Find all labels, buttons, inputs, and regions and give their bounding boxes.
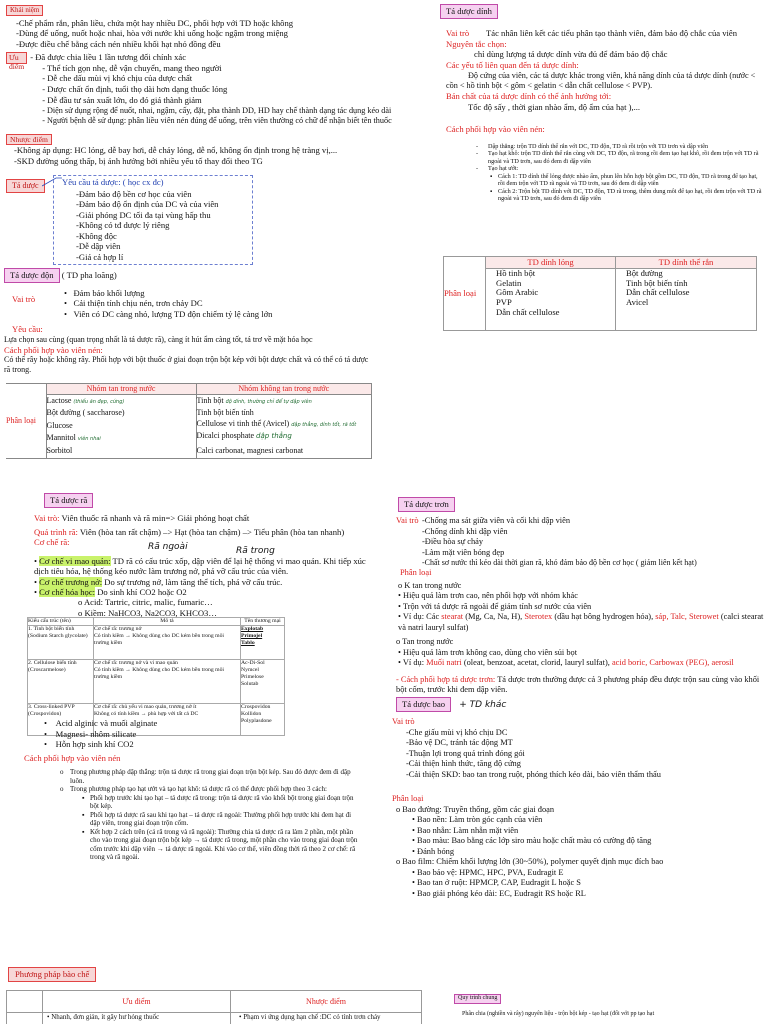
uu-diem-section bbox=[6, 52, 392, 126]
vai-tro-item: -Thuận lợi trong quá trình đóng gói bbox=[406, 748, 525, 758]
co-che-text: Do sự trương nở, làm tăng thể tích, phá vỡ cấu trúc. bbox=[104, 576, 283, 587]
tan-vidu: • Ví dụ: Muối natri (oleat, benzoat, acetat, clorid, lauryl sulfat), acid boric, Carbowax (PEG), aerosil bbox=[398, 658, 734, 667]
yeu-cau-item: -Dễ dập viên bbox=[76, 241, 121, 252]
ta-duoc-ra-extra: • Acid alginic và muối alginate • Magnesi- nhôm silicate • Hỗn hợp sinh khí CO2 bbox=[44, 718, 158, 750]
k-tan-item: • Hiệu quả làm trơn cao, nên phối hợp với nhóm khác bbox=[398, 591, 578, 600]
tan-item: Glucose bbox=[46, 420, 73, 430]
vai-tro-item: -Che giấu mùi vị khó chịu DC bbox=[406, 727, 508, 737]
khong-tan-item: Tinh bột biến tính bbox=[196, 407, 254, 417]
uu-diem-cell: • Nhanh, đơn giản, ít gây hư hỏng thuốc bbox=[43, 1013, 231, 1024]
tan-item: Mannitol bbox=[46, 433, 76, 443]
ta-duoc-dinh-label: Tá dược dính bbox=[440, 4, 498, 19]
yeu-cau-item: -Giải phóng DC tối đa tại vùng hấp thu bbox=[76, 209, 211, 220]
cach-phoi-sub: Cách 1: TD dính thể lỏng được nhào ẩm, phun lên hỗn hợp bột gồm DC, TD độn, TD rã trong để tạo hạt, rồi đem trộn với TD rã ngoài và TD trơn, sau đó đem đi dập viên bbox=[498, 172, 758, 188]
header-uu-diem: Ưu điểm bbox=[43, 991, 231, 1013]
co-che-text: TD rã có cấu trúc xốp, dập viên để lại hệ thống vi mao quản. Khi tiếp xúc dịch tiêu hóa, hệ thống kéo nước làm trương nở, phá vỡ cấu trúc của viên. bbox=[34, 556, 366, 577]
ta-duoc-section bbox=[6, 179, 45, 193]
uu-diem-line: - Diện sử dụng rộng để nuốt, nhai, ngậm, cấy, đặt, pha thành DD, HD hay chế thành dạng tác dụng kéo dài bbox=[42, 105, 392, 115]
header-dinh-long: TD dính lỏng bbox=[486, 257, 616, 269]
vai-tro-item: Viên có DC càng nhỏ, lượng TD độn chiếm tỷ lệ càng lớn bbox=[73, 309, 273, 320]
vai-tro-item: -Làm mặt viên bóng đẹp bbox=[422, 547, 505, 557]
handwritten-note: dập thẳng, dính tốt, rã tốt bbox=[291, 422, 357, 429]
yeu-to-text: Độ cứng của viên, các tá dược khác trong viên, khả năng dính của tá dược dính (nước < cồn < hồ tinh bột < gôm < gelatin < dẫn chất cellulose < PVP). bbox=[446, 70, 756, 91]
cach-phoi-sub: Phối hợp tá dược rã sau khi tạo hạt – tá dược rã ngoài: Thường phối hợp trước khi đem hạt đi dập viên, trong giai đoạn trộn cốm. bbox=[90, 810, 352, 828]
co-che-text: Do sinh khí CO2 hoặc O2 bbox=[97, 586, 187, 597]
co-che-head: Cơ chế trương nở: bbox=[39, 576, 103, 587]
ta-duoc-don-table bbox=[6, 383, 372, 459]
ta-duoc-label: Tá dược bbox=[6, 179, 45, 193]
table-header: Tên thương mại bbox=[241, 618, 285, 626]
tan-item: • Hiệu quả làm trơn không cao, dùng cho viên sủi bọt bbox=[398, 647, 578, 657]
quy-trinh-text: Phân chia (nghiền và rây) nguyên liệu - trộn bột kép - tạo hạt (đối với pp tạo hạt bbox=[462, 1011, 655, 1017]
bao-film-item: • Bao tan ở ruột: HPMCP, CAP, Eudragit L hoặc S bbox=[412, 878, 581, 887]
cach-phoi-item: Tạo hạt ướt: bbox=[488, 165, 519, 173]
handwritten-note: viên nhai bbox=[77, 436, 101, 443]
handwritten-note: độ dính, thường chỉ để tự dập viên bbox=[225, 399, 312, 405]
vai-tro-label: Vai trò bbox=[392, 717, 415, 726]
bao-duong-item: • Đánh bóng bbox=[412, 846, 455, 856]
yeu-cau-item: -Giá cả hợp lí bbox=[76, 251, 124, 262]
dinh-long-item: PVP bbox=[496, 297, 512, 308]
k-tan-title: o K tan trong nước bbox=[398, 580, 462, 590]
nguyen-tac-text: chỉ dùng lượng tá dược dính vừa đủ để đảm bảo độ chắc bbox=[474, 49, 668, 60]
ta-duoc-dinh-section bbox=[440, 4, 498, 19]
dinh-ran-item: Tinh bột biến tính bbox=[626, 277, 688, 288]
table-cell: Explotab Primojel Tablo bbox=[241, 625, 285, 659]
yeu-cau-ta-duoc-box bbox=[53, 175, 253, 265]
co-che-list: • Cơ chế vi mao quản: TD rã có cấu trúc xốp, dập viên để lại hệ thống vi mao quản. Khi tiếp xúc dịch tiêu hóa, hệ thống kéo nước làm trương nở, phá vỡ cấu trúc của viên. • Cơ chế trương nở: Do sự trương nở, làm tăng thể tích, phá vỡ cấu trúc. • Cơ chế hóa học: Do sinh khí CO2 hoặc O2 o Acid: Tartric, citric, malic, fumaric… o Kiềm: NaHCO3, Na2CO3, KHCO3… bbox=[34, 556, 374, 619]
yeu-cau-ta-duoc-title: Yêu cầu tá dược: ( học cx đc) bbox=[62, 177, 164, 187]
pp-bao-che-section bbox=[8, 967, 96, 982]
vai-tro-label: Vai trò bbox=[12, 293, 36, 304]
khong-tan-list bbox=[196, 395, 372, 459]
khai-niem-line: -Chế phẩm rắn, phân liều, chứa một hay nhiều DC, phối hợp với TD hoặc không bbox=[16, 17, 294, 28]
table-header: Kiểu cấu trúc (tên) bbox=[28, 618, 94, 626]
vai-tro-label: Vai trò bbox=[396, 516, 419, 525]
vai-tro-item: -Điều hòa sự chảy bbox=[422, 537, 484, 546]
khai-niem-label: Khái niệm bbox=[6, 5, 43, 16]
co-che-label: Cơ chế rã: bbox=[34, 537, 70, 548]
yeu-cau-text: Lựa chọn sau cùng (quan trọng nhất là tá dược rã), càng ít hút ẩm càng tốt, tá trơ về mặt hóa học bbox=[4, 334, 313, 344]
table-cell: 3. Cross-linked PVP (Crospovidon) bbox=[28, 703, 94, 735]
yeu-cau-item: -Không có tđ dược lý riêng bbox=[76, 220, 170, 231]
extra-item: Hỗn hợp sinh khí CO2 bbox=[55, 739, 134, 750]
phan-loai-cell: Phân loại bbox=[6, 384, 46, 459]
cach-phoi-hop-ra-list: o Trong phương pháp dập thẳng: trộn tá dược rã trong giai đoạn trộn bột kép. Sau đó được đem đi dập luôn. o Trong phương pháp tạo hạt ướt và tạo hạt khô: tá dược rã có thể được phối hợp theo 3 cách: ▪ Phối hợp trước khi tạo hạt – tá dược rã trong: trộn tá dược rã vào khối bột trong giai đoạn trộn bột kép. ▪ Phối hợp tá dược rã sau khi tạo hạt – tá dược rã ngoài: Thường phối hợp trước khi đem hạt đi dập viên, trong giai đoạn trộn cốm. ▪ Kết hợp 2 cách trên (cả rã trong và rã ngoài): Thường chia tá dược rã ra làm 2 phần, một phần cho vào trong giai đoạn trộn bột kép → tá dược rã trong, một phần cho vào trong giai đoạn trộn cốm trước khi dập viên → tá dược rã ngoài. Khi vào cơ thể, viên đồng thời rã theo 2 cơ chế: rã trong và rã ngoài. bbox=[60, 768, 360, 862]
yeu-to-label: Các yếu tố liên quan đến tá dược dính: bbox=[446, 60, 579, 71]
yeu-cau-item: -Đảm bảo độ bền cơ học của viên bbox=[76, 188, 192, 199]
qua-trinh-label: Quá trình rã: bbox=[34, 526, 78, 537]
bao-duong-item: • Bao màu: Bao bằng các lớp siro màu hoặc chất màu có cường độ tăng bbox=[412, 836, 652, 845]
cach-phoi-item: Tạo hạt khô: trộn TD dính thể rắn cùng với DC, TD độn, rã trong rồi đem tạo hạt khô, rồi đem trộn với TD rã ngoài và TD trơn, sau đó đem đi dập viên bbox=[488, 150, 759, 165]
ta-duoc-dinh-body bbox=[446, 28, 762, 113]
bao-film-title: o Bao film: Chiếm khối lượng lớn (30~50%), polymer quyết định mục đích bao bbox=[396, 857, 664, 866]
uu-diem-line: - Dễ đầu tư sản xuất lớn, do đó giá thành giảm bbox=[42, 94, 202, 105]
phan-loai-label: Phân loại bbox=[400, 568, 432, 577]
cach-phoi-hop-text: Có thể rây hoặc không rây. Phối hợp với bột thuốc ở giai đoạn trộn bột kép với bột dược chất và có thể có tá dược rã trong. bbox=[4, 355, 369, 375]
qua-trinh-text: Viên (hòa tan rất chậm) –> Hạt (hòa tan chậm) –> Tiểu phân (hòa tan nhanh) bbox=[79, 526, 345, 537]
khai-niem-line: -Dùng để uống, nuốt hoặc nhai, hòa với nước khi uống hoặc ngậm trong miệng bbox=[16, 28, 288, 39]
quy-trinh-label: Quy trình chung bbox=[454, 994, 501, 1004]
vai-tro-item: -Cải thiện hình thức, tăng độ cứng bbox=[406, 759, 521, 768]
ta-duoc-ra-section bbox=[44, 493, 93, 508]
cach-phoi-sub: Cách 2: Trộn bột TD dính với DC, TD độn, TD rã trong, thêm dung môi để tạo hạt, rồi đem trộn với TD rã ngoài và TD trơn, sau đó đem đi dập viên bbox=[498, 187, 762, 203]
ta-duoc-tron-body bbox=[396, 516, 764, 696]
ban-chat-text: Tốc độ sấy , thời gian nhào ẩm, độ ẩm của hạt ),... bbox=[468, 102, 641, 113]
handwritten-ra-trong: Rã trong bbox=[236, 546, 275, 556]
table-cell: Crospovidon Kollidon Polyplasdone bbox=[241, 703, 285, 735]
nhuoc-diem-line: -Không áp dụng: HC lỏng, dễ bay hơi, dễ chảy lỏng, dễ nổ, không ổn định trong hệ tràng vị,... bbox=[14, 145, 338, 156]
vai-tro-label: Vai trò: bbox=[34, 513, 60, 523]
khai-niem-section bbox=[6, 4, 376, 50]
table-cell: 1. Tinh bột biến tính (Sodium Starch glycolate) bbox=[28, 625, 94, 659]
cach-phoi-hop-ra-label: Cách phối hợp vào viên nén bbox=[24, 753, 121, 763]
table-cell: Ac-Di-Sol Nymcel Primelose Solutab bbox=[241, 659, 285, 703]
table-cell: Cơ chế rã: trương nở và vi mao quản Có tính kiềm → Không dùng cho DC kém bền trong môi trường kiềm bbox=[94, 659, 241, 703]
handwritten-ra-ngoai: Rã ngoài bbox=[148, 542, 188, 552]
vai-tro-item: -Bảo vệ DC, tránh tác động MT bbox=[406, 738, 513, 747]
extra-item: Acid alginic và muối alginate bbox=[55, 718, 158, 728]
table-cell: 2. Cellulose biến tính (Croscarmelose) bbox=[28, 659, 94, 703]
ta-duoc-tron-label: Tá dược trơn bbox=[398, 497, 455, 512]
bao-film-item: • Bao bảo vệ: HPMC, HPC, PVA, Eudragit E bbox=[412, 867, 564, 877]
ta-duoc-don-sub: ( TD pha loãng) bbox=[61, 270, 117, 280]
nhuoc-diem-label: Nhược điểm bbox=[6, 134, 52, 145]
vai-tro-item: Cải thiện tính chịu nén, trơn chảy DC bbox=[73, 298, 203, 309]
yeu-cau-label: Yêu cầu: bbox=[12, 323, 43, 334]
vai-tro-item: -Chất sơ nước thì kéo dài thời gian rã, khó đảm bảo độ bền cơ học ( giảm liên kết hạt) bbox=[422, 558, 697, 567]
handwritten-note: (thiếu ăn đẹp, cứng) bbox=[73, 399, 125, 405]
ta-duoc-don-label: Tá dược độn bbox=[4, 268, 60, 283]
header-dinh-ran: TD dính thể rắn bbox=[616, 257, 757, 269]
ta-duoc-dinh-table bbox=[443, 256, 757, 331]
extra-item: Magnesi- nhôm silicate bbox=[55, 728, 137, 739]
cach-phoi-item: Trong phương pháp tạo hạt ướt và tạo hạt khô: tá dược rã có thể được phối hợp theo 3 cách: bbox=[70, 785, 327, 794]
cach-phoi-item: Trong phương pháp dập thẳng: trộn tá dược rã trong giai đoạn trộn bột kép. Sau đó được đem đi dập luôn. bbox=[70, 768, 351, 785]
uu-diem-line: - Thể tích gọn nhẹ, dễ vận chuyển, mang theo người bbox=[42, 62, 222, 73]
cach-phoi-hop-dinh-label: Cách phối hợp vào viên nén: bbox=[446, 124, 545, 134]
uu-diem-line: - Dược chất ổn định, tuổi thọ dài hơn dạng thuốc lỏng bbox=[42, 84, 228, 95]
handwritten-td-khac: + TD khác bbox=[459, 700, 507, 710]
ta-duoc-tron-section bbox=[398, 497, 455, 512]
cach-phoi-hop-tron-text: Tá dược trơn thường được cả 3 phương pháp đều được trộn sau cùng vào khối bột cốm, trước khi đem dập viên. bbox=[396, 674, 760, 694]
k-tan-vidu: • Ví dụ: Các stearat (Mg, Ca, Na, H), Sterotex (dầu hạt bông hydrogen hóa), sáp, Talc, Sterowet (calci stearat và natri lauryl sulfat) bbox=[398, 612, 764, 632]
dinh-long-item: Gôm Arabic bbox=[496, 287, 539, 298]
ban-chat-label: Bản chất của tá dược dính có thể ảnh hưởng tới: bbox=[446, 91, 612, 102]
nguyen-tac-label: Nguyên tắc chọn: bbox=[446, 38, 507, 49]
uu-diem-line: - Đã được chia liều 1 lần tương đối chính xác bbox=[30, 52, 187, 62]
k-tan-item: • Trộn với tá dược rã ngoài để giảm tính sơ nước của viên bbox=[398, 601, 592, 611]
dinh-ran-item: Dẫn chất cellulose bbox=[626, 287, 690, 298]
table-cell: Cơ chế rã: trương nở Có tính kiềm → Không dùng cho DC kém bền trong môi trường kiềm bbox=[94, 625, 241, 659]
bao-duong-item: • Bao nền: Làm tròn góc cạnh của viên bbox=[412, 815, 543, 824]
cach-phoi-hop-tron-label: - Cách phối hợp tá dược trơn: bbox=[396, 674, 496, 684]
ta-duoc-bao-label: Tá dược bao bbox=[396, 697, 451, 712]
dinh-long-item: Hồ tinh bột bbox=[496, 267, 536, 278]
nhuoc-diem-cell: • Phạm vi ứng dụng hạn chế :DC có tính trơn chảy bbox=[231, 1013, 422, 1024]
handwritten-note: dập thẳng bbox=[256, 431, 292, 440]
yeu-cau-item: -Không độc bbox=[76, 230, 117, 241]
kiem-line: o Kiềm: NaHCO3, Na2CO3, KHCO3… bbox=[78, 607, 217, 618]
dinh-ran-list bbox=[616, 268, 757, 330]
dinh-long-item: Gelatin bbox=[496, 277, 522, 288]
vai-tro-item: Đảm bảo khối lượng bbox=[73, 287, 145, 298]
quy-trinh-label-wrap bbox=[454, 991, 501, 1004]
header-khong-tan: Nhóm không tan trong nước bbox=[196, 384, 372, 395]
dinh-ran-item: Bột đường bbox=[626, 267, 663, 278]
cach-phoi-hop-dinh-list: - Dập thẳng: trộn TD dính thể rắn với DC, TD độn, TD rã rồi trộn với TD trơn và dập viên - Tạo hạt khô: trộn TD dính thể rắn cùng với DC, TD độn, rã trong rồi đem tạo hạt khô, rồi đem trộn với TD rã ngoài và TD trơn, sau đó đem đi dập viên - Tạo hạt ướt: ▪ Cách 1: TD dính thể lỏng được nhào ẩm, phun lên hỗn hợp bột gồm DC, TD độn, TD rã trong để tạo hạt, rồi đem trộn với TD rã ngoài và TD trơn, sau đó đem đi dập viên ▪ Cách 2: Trộn bột TD dính với DC, TD độn, TD rã trong, thêm dung môi để tạo hạt, rồi đem trộn với TD rã ngoài và TD trơn, sau đó đem đi dập viên bbox=[476, 143, 764, 203]
yeu-cau-item: -Đảm bảo độ ổn định của DC và của viên bbox=[76, 199, 219, 210]
tan-title: o Tan trong nước bbox=[396, 637, 454, 646]
ta-duoc-bao-section bbox=[396, 697, 506, 712]
uu-diem-line: - Dễ che dấu mùi vị khó chịu của dược chất bbox=[42, 73, 193, 84]
tan-trong-nuoc-list bbox=[46, 395, 196, 459]
khong-tan-item: Tinh bột bbox=[196, 396, 224, 405]
cach-phoi-item: Dập thẳng: trộn TD dính thể rắn với DC, TD độn, TD rã rồi trộn với TD trơn và dập viên bbox=[488, 143, 709, 150]
table-cell: Cơ chế rã: chủ yếu vi mao quản, trương nở ít Không có tính kiềm → phù hợp với tất cả DC bbox=[94, 703, 241, 735]
co-che-head: Cơ chế hóa học: bbox=[39, 586, 96, 597]
table-header: Mô tả bbox=[94, 618, 241, 626]
vai-tro-label: Vai trò bbox=[446, 28, 470, 38]
ta-duoc-don-section: Tá dược độn ( TD pha loãng) Vai trò • Đảm bảo khối lượng • Cải thiện tính chịu nén, trơn chảy DC • Viên có DC càng nhỏ, lượng TD độn chiếm tỷ lệ càng lớn Yêu cầu: Lựa chọn sau cùng (quan trọng nhất là tá dược rã), càng ít hút ẩm càng tốt, tá trơ về mặt hóa học Cách phối hợp vào viên nén: Có thể rây hoặc không rây. Phối hợp với bột thuốc ở giai đoạn trộn bột kép với bột dược chất và có thể có tá dược rã trong. bbox=[4, 268, 376, 375]
ta-duoc-bao-body bbox=[392, 717, 764, 899]
vai-tro-item: -Chống dính khi dập viên bbox=[422, 526, 508, 536]
cach-phoi-sub: Kết hợp 2 cách trên (cả rã trong và rã ngoài): Thường chia tá dược rã ra làm 2 phần, một phần cho vào trong giai đoạn trộn bột kép → tá dược rã trong, một phần cho vào trong giai đoạn trộn cốm trước khi dập viên → tá dược rã ngoài. Khi vào cơ thể, viên đồng thời rã theo 2 cơ chế: rã trong và rã ngoài. bbox=[90, 827, 358, 862]
bao-duong-item: • Bao nhẵn: Làm nhẵn mặt viên bbox=[412, 825, 519, 835]
dinh-ran-item: Avicel bbox=[626, 297, 649, 308]
phan-loai-cell: Phân loại bbox=[444, 257, 486, 331]
phan-loai-label: Phân loại bbox=[392, 794, 424, 803]
vai-tro-text: Viên thuốc rã nhanh và rã min=> Giải phóng hoạt chất bbox=[61, 513, 250, 523]
header-nhuoc-diem: Nhược điểm bbox=[231, 991, 422, 1013]
nhuoc-diem-line: -SKD đường uống thấp, bị ảnh hưởng bởi nhiều yếu tố thay đổi theo TG bbox=[14, 156, 263, 167]
header-tan-trong-nuoc: Nhóm tan trong nước bbox=[46, 384, 196, 395]
acid-line: o Acid: Tartric, citric, malic, fumaric… bbox=[78, 597, 213, 608]
dinh-long-item: Dẫn chất cellulose bbox=[496, 307, 560, 318]
bao-duong-title: o Bao đường: Truyền thống, gồm các giai đoạn bbox=[396, 804, 555, 814]
cach-phoi-hop-label: Cách phối hợp vào viên nén: bbox=[4, 344, 103, 355]
khong-tan-item: Calci carbonat, magnesi carbonat bbox=[196, 446, 304, 456]
dinh-long-list bbox=[486, 268, 616, 330]
vai-tro-item: -Cải thiện SKD: bao tan trong ruột, phóng thích kéo dài, bảo viên thẩm thấu bbox=[406, 769, 661, 779]
tan-item: Lactose bbox=[46, 396, 72, 405]
khong-tan-item: Dicalci phosphate bbox=[196, 430, 255, 440]
uu-diem-line: - Người bệnh dễ sử dụng: phân liều viên nén đúng để uống, trên viên thường có chữ để nhận biết tên thuốc bbox=[42, 115, 392, 125]
pp-bao-che-table bbox=[6, 990, 422, 1024]
vai-tro-item: -Chống ma sát giữa viên và cối khi dập viên bbox=[422, 516, 571, 525]
cach-phoi-sub: Phối hợp trước khi tạo hạt – tá dược rã trong: trộn tá dược rã vào khối bột trong giai đoạn trộn bột kép. bbox=[90, 793, 354, 811]
tan-item: Sorbitol bbox=[46, 445, 73, 455]
quy-trinh-section bbox=[428, 1018, 768, 1024]
vai-tro-text: Tác nhân liên kết các tiểu phân tạo thành viên, đảm bảo độ chắc của viên bbox=[486, 28, 738, 38]
khong-tan-item: Cellulose vi tinh thể (Avicel) bbox=[196, 419, 290, 429]
khai-niem-line: -Được điều chế bằng cách nén nhiều khối hạt nhỏ đồng đều bbox=[16, 39, 221, 50]
ta-duoc-ra-label: Tá dược rã bbox=[44, 493, 93, 508]
nhuoc-diem-section bbox=[6, 134, 376, 167]
ta-duoc-ra-body bbox=[34, 513, 374, 548]
pp-bao-che-label: Phương pháp bào chế bbox=[8, 967, 96, 982]
tan-item: Bột đường ( saccharose) bbox=[46, 408, 125, 418]
bao-film-item: • Bao giải phóng kéo dài: EC, Eudragit RS hoặc RL bbox=[412, 888, 586, 898]
uu-diem-label: Ưu điểm bbox=[6, 52, 27, 64]
co-che-head: Cơ chế vi mao quản: bbox=[39, 556, 111, 566]
